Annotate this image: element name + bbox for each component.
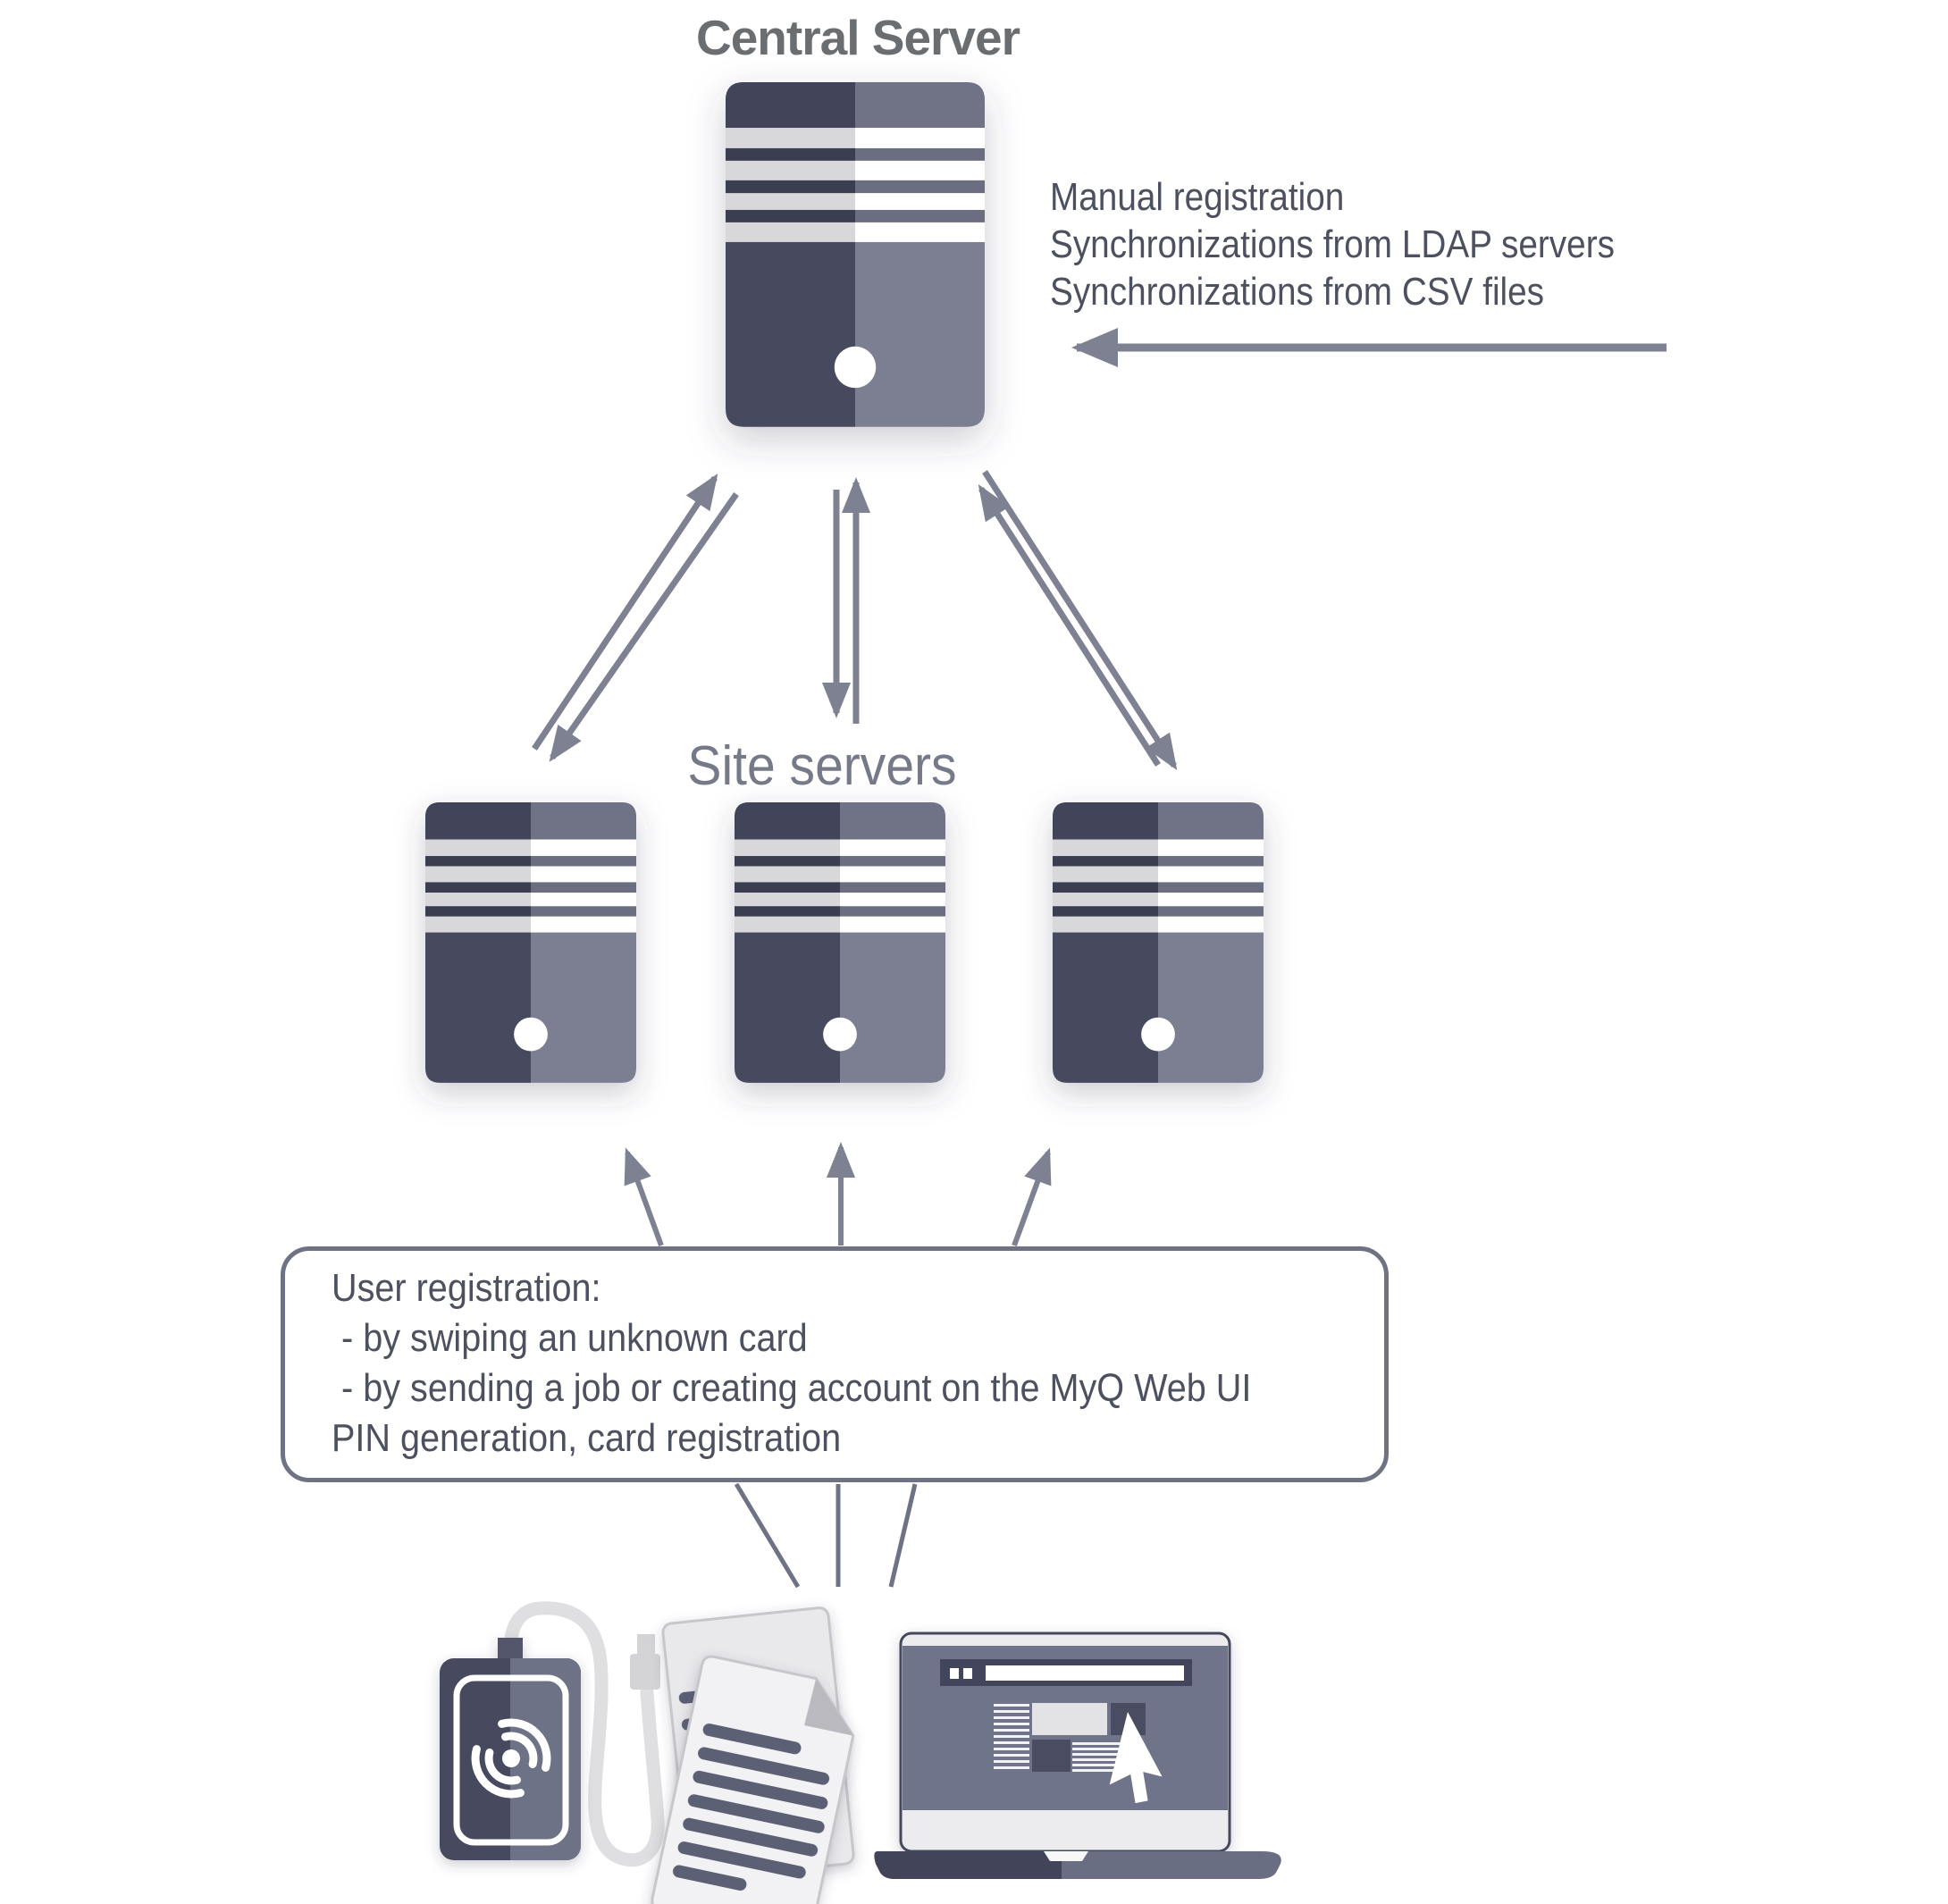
registration-line-card: - by swiping an unknown card: [332, 1316, 808, 1360]
user-registration-box: [281, 1246, 1389, 1482]
registration-line-pin: PIN generation, card registration: [332, 1416, 842, 1460]
registration-line-title: User registration:: [332, 1266, 601, 1310]
central-site-sync-arrows: [534, 472, 1174, 766]
user-registration-text: [332, 1263, 1279, 1464]
registration-sources-note: [1050, 173, 1615, 315]
registration-line-job: - by sending a job or creating account on the MyQ Web UI: [332, 1366, 1252, 1410]
laptop-base: [872, 1851, 1281, 1880]
browser-address-bar: [940, 1659, 1192, 1686]
laptop-icon: [872, 1633, 1281, 1880]
site-servers-label: Site servers: [687, 735, 957, 797]
central-server-icon: [726, 82, 985, 427]
site-server-icon-1: [425, 802, 636, 1083]
rfid-reader-icon: [440, 1638, 581, 1860]
site-server-icon-2: [735, 802, 945, 1083]
device-connector-lines: [736, 1484, 915, 1587]
central-server-title: Central Server: [695, 10, 1020, 65]
sync-note-line-manual: Manual registration: [1050, 175, 1345, 219]
sync-note-line-csv: Synchronizations from CSV files: [1050, 270, 1545, 314]
sync-note-line-ldap: Synchronizations from LDAP servers: [1050, 222, 1615, 266]
user-registration-arrows: [627, 1147, 1048, 1246]
documents-icon: [651, 1607, 863, 1904]
site-server-icon-3: [1053, 802, 1264, 1083]
